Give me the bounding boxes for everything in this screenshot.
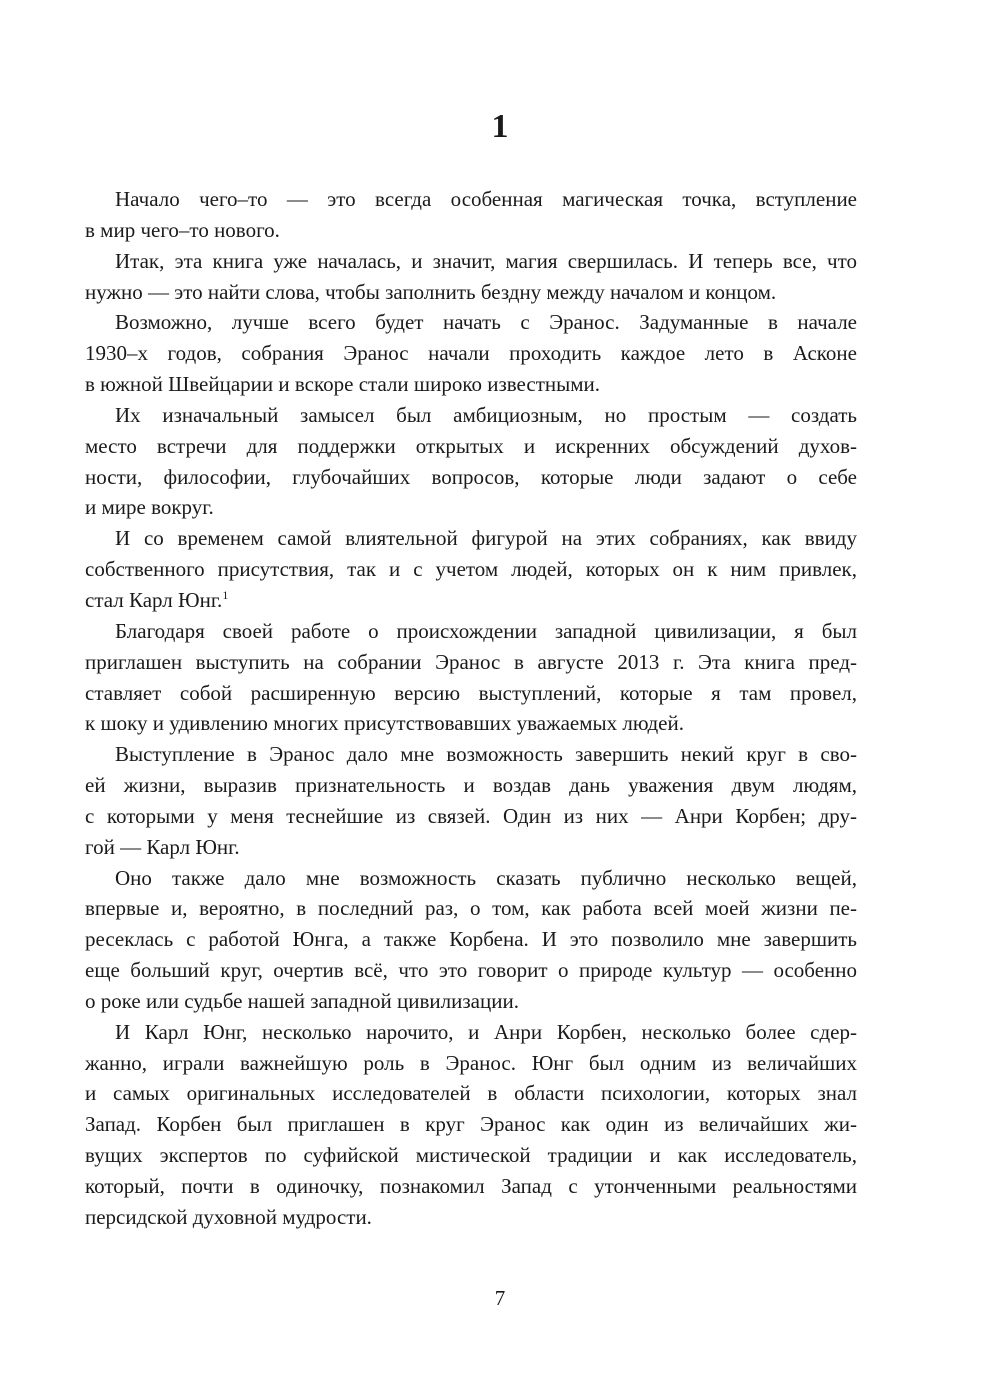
line-text: персидской духовной мудрости.: [85, 1204, 372, 1229]
paragraph: [85, 184, 857, 246]
body-text: [85, 184, 857, 1233]
text-line: [85, 1048, 857, 1079]
line-text: и мире вокруг.: [85, 495, 214, 520]
text-line: [85, 708, 857, 739]
text-line: [85, 955, 857, 986]
paragraph: [85, 246, 857, 308]
line-text: в мир чего–то нового.: [85, 217, 280, 242]
line-text: Возможно, лучше всего будет начать с Эранос. Задуманные в начале: [115, 310, 857, 335]
line-text: в южной Швейцарии и вскоре стали широко известными.: [85, 372, 601, 397]
text-line: [85, 1171, 857, 1202]
text-line: [85, 1017, 857, 1048]
text-line: [85, 678, 857, 709]
text-line: [85, 801, 857, 832]
line-text: о роке или судьбе нашей западной цивилизации.: [85, 988, 519, 1013]
line-text: Начало чего–то — это всегда особенная магическая точка, вступление: [115, 187, 857, 211]
text-line: [85, 431, 857, 462]
line-text: И Карл Юнг, несколько нарочито, и Анри Корбен, несколько более сдер-: [115, 1019, 857, 1044]
paragraph: [85, 1017, 857, 1233]
paragraph: [85, 523, 857, 616]
line-text: который, почти в одиночку, познакомил Запад с утонченными реальностями: [85, 1174, 857, 1198]
text-line: [85, 184, 857, 215]
text-line: [85, 1109, 857, 1140]
line-text: нужно — это найти слова, чтобы заполнить бездну между началом и концом.: [85, 279, 777, 304]
text-line: [85, 462, 857, 493]
text-line: [85, 647, 857, 678]
line-text: приглашен выступить на собрании Эранос в августе 2013 г. Эта книга пред-: [85, 649, 857, 674]
line-text: ей жизни, выразив признательность и воздав дань уважения двум людям,: [85, 773, 857, 798]
line-text: вущих экспертов по суфийской мистической традиции и как исследователь,: [85, 1143, 857, 1168]
line-text: с которыми у меня теснейшие из связей. Один из них — Анри Корбен; дру-: [85, 803, 857, 828]
line-text: жанно, играли важнейшую роль в Эранос. Юнг был одним из величайших: [85, 1050, 857, 1075]
footnote-marker[interactable]: 1: [222, 587, 229, 602]
text-line: [85, 986, 857, 1017]
line-text: к шоку и удивлению многих присутствовавших уважаемых людей.: [85, 711, 684, 736]
paragraph: [85, 863, 857, 1017]
text-line: [85, 369, 857, 400]
line-text: Выступление в Эранос дало мне возможность завершить некий круг в сво-: [115, 742, 857, 767]
line-text: впервые и, вероятно, в последний раз, о том, как работа всей моей жизни пе-: [85, 896, 857, 921]
line-text: Благодаря своей работе о происхождении западной цивилизации, я был: [115, 618, 857, 643]
line-text: собственного присутствия, так и с учетом людей, которых он к ним привлек,: [85, 557, 857, 582]
line-text: Их изначальный замысел был амбициозным, но простым — создать: [115, 402, 857, 427]
line-text: ности, философии, глубочайших вопросов, которые люди задают о себе: [85, 464, 857, 489]
text-line: [85, 215, 857, 246]
text-line: [85, 246, 857, 277]
text-line: [85, 400, 857, 431]
text-line: [85, 338, 857, 369]
line-text: 1930–х годов, собрания Эранос начали проходить каждое лето в Асконе: [85, 341, 857, 366]
page-number: 7: [494, 1286, 506, 1310]
chapter-number: 1: [491, 108, 509, 145]
text-line: [85, 307, 857, 338]
line-text: Итак, эта книга уже началась, и значит, магия свершилась. И теперь все, что: [115, 248, 857, 273]
line-text: и самых оригинальных исследователей в области психологии, которых знал: [85, 1081, 857, 1106]
text-line: [85, 616, 857, 647]
text-line: [85, 585, 857, 616]
line-text: И со временем самой влиятельной фигурой на этих собраниях, как ввиду: [115, 526, 857, 551]
text-line: [85, 770, 857, 801]
line-text: ресеклась с работой Юнга, а также Корбена. И это позволило мне завершить: [85, 927, 857, 952]
text-line: [85, 924, 857, 955]
paragraph: [85, 307, 857, 400]
text-line: [85, 1140, 857, 1171]
text-line: [85, 832, 857, 863]
line-text: еще больший круг, очертив всё, что это говорит о природе культур — особенно: [85, 958, 857, 983]
text-line: [85, 554, 857, 585]
text-line: [85, 277, 857, 308]
line-text: стал Карл Юнг.: [85, 587, 223, 612]
text-line: [85, 863, 857, 894]
text-line: [85, 492, 857, 523]
text-line: [85, 523, 857, 554]
text-line: [85, 739, 857, 770]
paragraph: [85, 616, 857, 739]
line-text: ставляет собой расширенную версию выступлений, которые я там провел,: [85, 680, 857, 705]
line-text: гой — Карл Юнг.: [85, 834, 240, 859]
text-line: [85, 1078, 857, 1109]
line-text: Оно также дало мне возможность сказать публично несколько вещей,: [115, 865, 857, 890]
line-text: место встречи для поддержки открытых и искренних обсуждений духов-: [85, 433, 857, 458]
text-line: [85, 893, 857, 924]
line-text: Запад. Корбен был приглашен в круг Эранос как один из величайших жи-: [85, 1112, 857, 1137]
text-line: [85, 1202, 857, 1233]
paragraph: [85, 739, 857, 862]
paragraph: [85, 400, 857, 523]
